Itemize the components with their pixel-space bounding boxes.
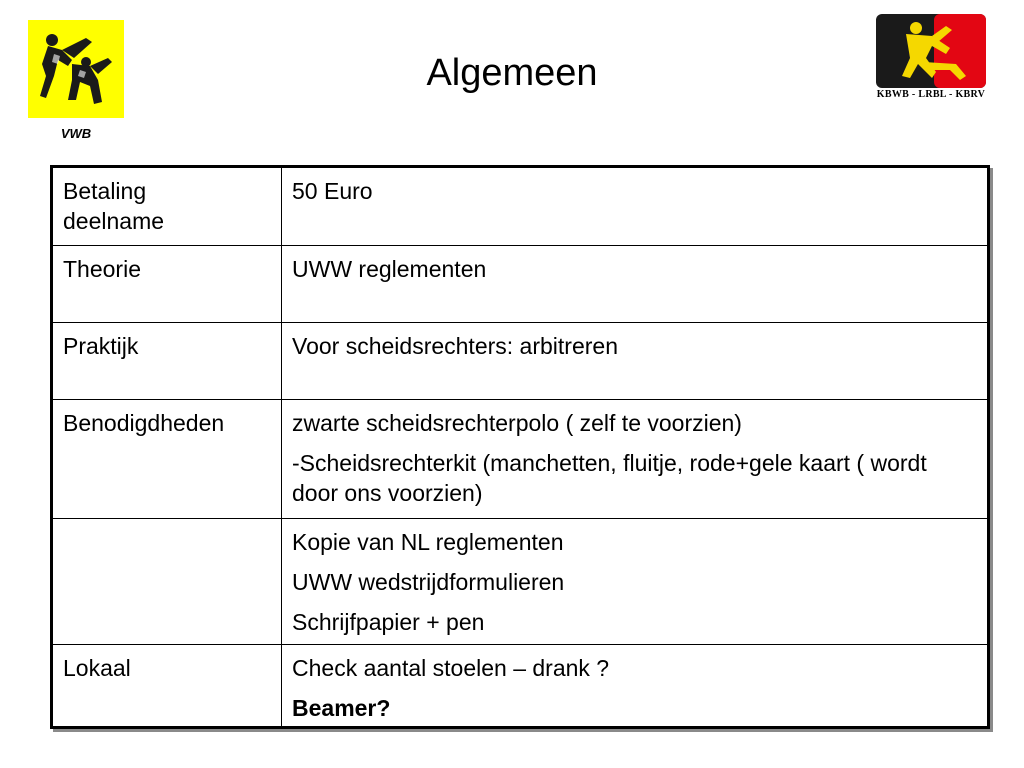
value-line: Check aantal stoelen – drank ? — [292, 655, 610, 681]
value-line: Schrijfpapier + pen — [292, 609, 485, 635]
page-title: Algemeen — [426, 52, 598, 94]
row-label: Betaling deelname — [52, 167, 282, 246]
table-row — [52, 323, 989, 400]
row-label: Theorie — [52, 246, 282, 323]
table-row — [52, 400, 989, 519]
value-line: 50 Euro — [292, 178, 373, 204]
value-line-emphasis: Beamer? — [292, 695, 391, 721]
left-logo-caption: VWB — [60, 126, 92, 141]
value-line: UWW reglementen — [292, 256, 487, 282]
value-line: Kopie van NL reglementen — [292, 529, 564, 555]
value-line: Voor scheidsrechters: arbitreren — [292, 333, 618, 359]
table-row — [52, 519, 989, 645]
row-value — [282, 246, 989, 323]
row-label: Praktijk — [52, 323, 282, 400]
info-table — [50, 165, 990, 729]
row-value — [282, 167, 989, 246]
table-row — [52, 645, 989, 728]
value-line: -Scheidsrechterkit (manchetten, fluitje, rode+gele kaart ( wordt door ons voorzien) — [292, 450, 927, 506]
row-label: Benodigdheden — [52, 400, 282, 519]
value-line: UWW wedstrijdformulieren — [292, 569, 565, 595]
table-row — [52, 167, 989, 246]
row-value — [282, 645, 989, 728]
right-logo-caption: KBWB - LRBL - KBRV — [876, 89, 986, 100]
row-value — [282, 323, 989, 400]
table-row — [52, 246, 989, 323]
value-line: zwarte scheidsrechterpolo ( zelf te voorzien) — [292, 410, 742, 436]
row-value — [282, 400, 989, 519]
row-value — [282, 519, 989, 645]
row-label: Lokaal — [52, 645, 282, 728]
row-label — [52, 519, 282, 645]
